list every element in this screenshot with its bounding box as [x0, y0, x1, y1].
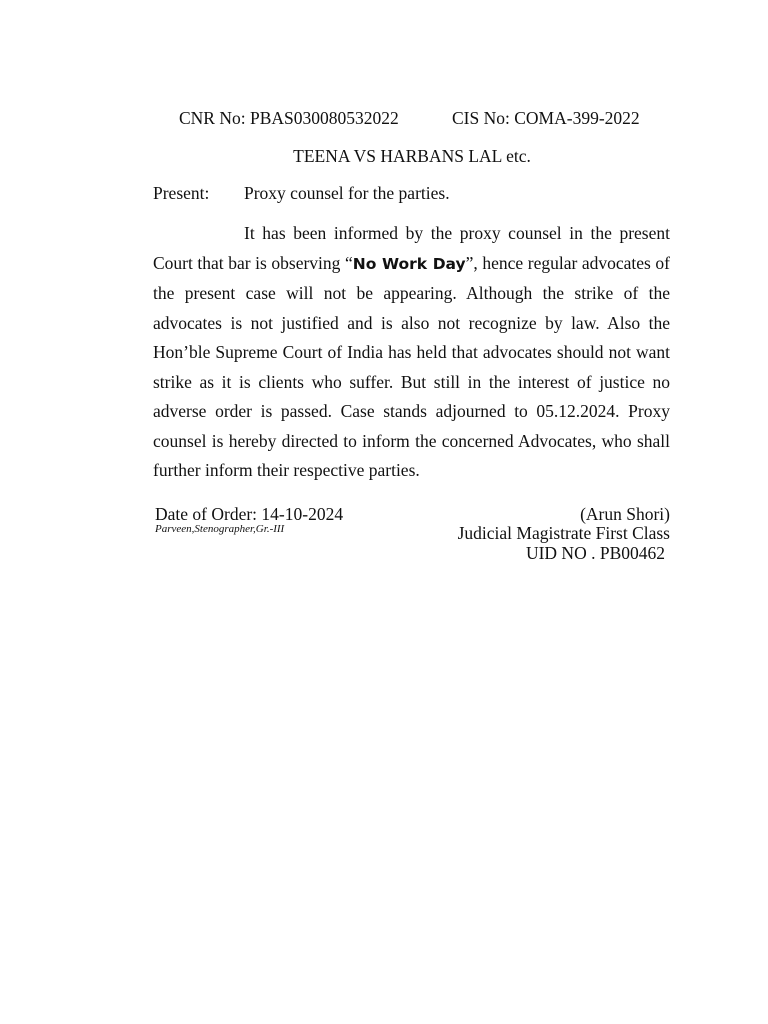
- signatory-uid: UID NO . PB00462: [525, 543, 665, 563]
- order-body-emphasis: No Work Day: [352, 254, 466, 273]
- cnr-number: CNR No: PBAS030080532022: [179, 108, 399, 128]
- present-label: Present:: [153, 183, 210, 203]
- signatory-title: Judicial Magistrate First Class: [457, 523, 670, 543]
- present-value: Proxy counsel for the parties.: [244, 183, 450, 203]
- order-date: Date of Order: 14-10-2024: [155, 504, 344, 524]
- signatory-name: (Arun Shori): [580, 504, 670, 524]
- stenographer-note: Parveen,Stenographer,Gr.-III: [155, 523, 285, 535]
- order-body: [153, 219, 670, 486]
- case-title: TEENA VS HARBANS LAL etc.: [293, 146, 531, 166]
- order-body-part-1: It has been informed by the proxy counsel in the present Court that bar is observing “: [153, 223, 670, 273]
- order-body-part-2: ”, hence regular advocates of the present case will not be appearing. Although the strike of the advocates is not justified and is also not recognize by law. Also the Hon’ble Supreme Court of India has held that advocates should not want strike as it is clients who suffer. But still in the interest of justice no adverse order is passed. Case stands adjourned to 05.12.2024. Proxy counsel is hereby directed to inform the concerned Advocates, who shall further inform their respective parties.: [153, 252, 670, 480]
- cis-number: CIS No: COMA-399-2022: [452, 108, 640, 128]
